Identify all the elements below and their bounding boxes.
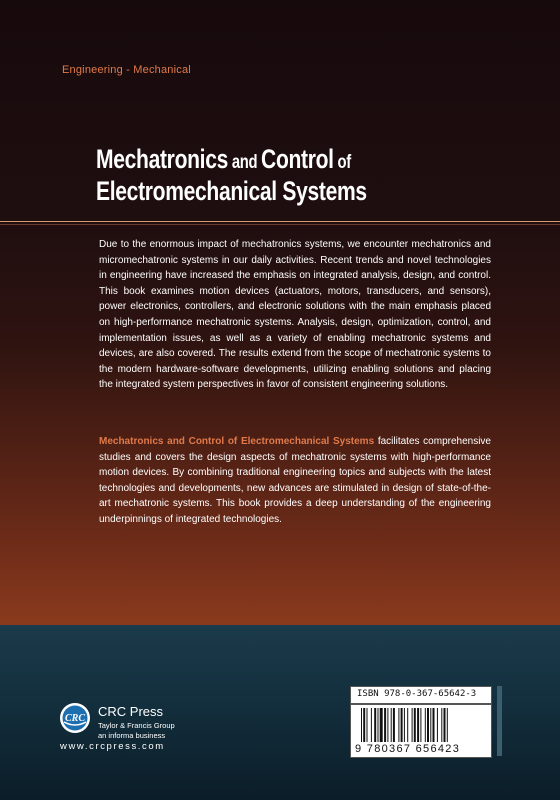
publisher-website: www.crcpress.com — [60, 741, 165, 752]
barcode-bar — [361, 708, 362, 742]
barcode-bar — [430, 708, 431, 742]
title-word-and: and — [228, 152, 262, 173]
barcode-bar — [407, 708, 408, 742]
barcode-bar — [401, 708, 403, 742]
title-line-1 — [96, 143, 424, 175]
barcode-bars — [361, 708, 481, 744]
barcode-bar — [441, 708, 442, 742]
category-label: Engineering - Mechanical — [62, 64, 191, 76]
publisher-tagline: an informa business — [98, 731, 166, 740]
barcode-bar — [391, 708, 392, 742]
barcode-bar — [367, 708, 368, 742]
divider-line — [0, 221, 560, 222]
crc-logo-text: CRC — [64, 713, 86, 724]
barcode-bar — [404, 708, 405, 742]
title-line-2: Electromechanical Systems — [96, 176, 367, 207]
barcode-bar — [378, 708, 379, 742]
barcode-bar — [374, 708, 376, 742]
description-paragraph-1: Due to the enormous impact of mechatronics systems, we encounter mechatronics and micromechatronic systems in our daily activities. Recent trends and novel technologies in engineering have increased the emphasis on integrated analysis, design, and control. This book examines motion devices (actuators, motors, transducers, and sensors), power electronics, controllers, and electronic solutions with the main emphasis placed on high-performance mechatronic systems. Analysis, design, optimization, control, and implementation issues, as well as a variety of enabling mechatronic systems and devices, are also covered. The results extend from the scope of mechatronic systems to the modern hardware-software developments, utilizing enabling solutions and placing the integrated system perspectives in favor of consistent engineering solutions. — [99, 239, 491, 391]
barcode-digits: 9 780367 656423 — [355, 743, 461, 755]
divider-line-shadow — [0, 224, 560, 225]
isbn-label-box — [350, 686, 492, 704]
barcode-bar — [420, 708, 421, 742]
isbn-text: ISBN 978-0-367-65642-3 — [357, 689, 477, 699]
barcode-bar — [398, 708, 399, 742]
barcode-bar — [414, 708, 416, 742]
publisher-group: Taylor & Francis Group — [98, 721, 175, 730]
title-word-control: Control — [261, 144, 334, 174]
barcode-bar — [427, 708, 429, 742]
title-word-of: of — [333, 152, 351, 173]
title-word-mechatronics: Mechatronics — [96, 144, 229, 174]
barcode-bar — [433, 708, 435, 742]
publisher-name: CRC Press — [98, 704, 164, 719]
book-title — [96, 143, 424, 208]
barcode-bar — [387, 708, 388, 742]
barcode-bar — [371, 708, 372, 742]
barcode-bar — [384, 708, 386, 742]
barcode-bar — [425, 708, 426, 742]
barcode-bar — [380, 708, 383, 742]
description-paragraph-2 — [99, 434, 491, 528]
barcode-bar — [437, 708, 438, 742]
paragraph-2-text: facilitates comprehensive studies and covers the design aspects of mechatronic systems with high-performance motion devices. By combining traditional engineering topics and subjects with the latest technologies and developments, new advances are stimulated in design of state-of-the-art mechatronic systems. This book provides a deep understanding of the engineering underpinnings of integrated technologies. — [99, 436, 491, 525]
barcode — [350, 704, 492, 758]
barcode-bar — [393, 708, 395, 742]
crc-logo-icon — [59, 702, 91, 734]
barcode-bar — [444, 708, 446, 742]
barcode-bar — [447, 708, 448, 742]
barcode-bar — [412, 708, 413, 742]
barcode-bar — [363, 708, 365, 742]
paragraph-book-title: Mechatronics and Control of Electromechanical Systems — [99, 436, 375, 447]
barcode-bar — [417, 708, 419, 742]
spine-strip — [497, 686, 502, 756]
